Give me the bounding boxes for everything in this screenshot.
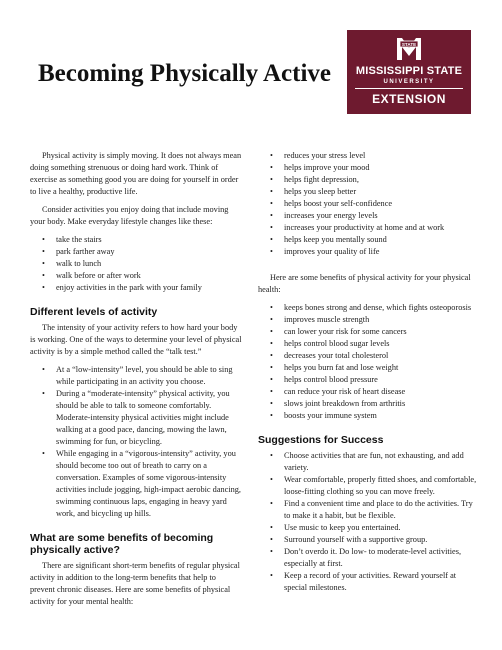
- logo-divider: [355, 88, 463, 89]
- section-heading-levels: Different levels of activity: [30, 306, 158, 318]
- list-item: • Surround yourself with a supportive group.: [284, 534, 478, 546]
- right-column: [258, 150, 478, 600]
- list-item: • Choose activities that are fun, not exhausting, and add variety.: [284, 450, 478, 474]
- mental-benefits-list: [258, 150, 478, 258]
- logo-line2: UNIVERSITY: [383, 79, 435, 85]
- left-column: [30, 150, 242, 614]
- msu-extension-logo: [347, 30, 471, 114]
- list-item: • helps improve your mood: [284, 162, 478, 174]
- list-item: • Use music to keep you entertained.: [284, 522, 478, 534]
- list-item: • increases your energy levels: [284, 210, 478, 222]
- intro-paragraph: Consider activities you enjoy doing that include moving your body. Make everyday lifestyle changes like these:: [30, 205, 229, 226]
- logo-line3: EXTENSION: [372, 92, 446, 106]
- list-item: • Find a convenient time and place to do the activities. Try to make it a habit, but be flexible.: [284, 498, 478, 522]
- logo-line1: MISSISSIPPI STATE: [355, 65, 463, 77]
- benefits-paragraph: There are significant short-term benefits of regular physical activity in addition to the long-term benefits that help to prevent chronic diseases. Here are some benefits of physical activity for your mental health:: [30, 561, 240, 606]
- list-item: • decreases your total cholesterol: [284, 350, 478, 362]
- list-item: • keeps bones strong and dense, which fights osteoporosis: [284, 302, 478, 314]
- suggestions-list: [258, 450, 478, 594]
- list-item: • helps boost your self-confidence: [284, 198, 478, 210]
- section-heading-suggestions: Suggestions for Success: [258, 434, 384, 446]
- page-title: Becoming Physically Active: [38, 60, 332, 87]
- section-heading-benefits: What are some benefits of becoming physically active?: [30, 532, 214, 556]
- list-item: • improves muscle strength: [284, 314, 478, 326]
- list-item: • boosts your immune system: [284, 410, 478, 422]
- intro-paragraph: Physical activity is simply moving. It does not always mean doing something strenuous or doing hard work. Think of exercise as something good you are doing for yourself in order to live a healthy, productive life.: [30, 151, 242, 196]
- list-item: • At a “low-intensity” level, you should be able to sing while participating in an activity you choose.: [56, 364, 242, 388]
- list-item: • helps control blood sugar levels: [284, 338, 478, 350]
- logo-mark-text: STATE: [401, 41, 417, 47]
- list-item: • can lower your risk for some cancers: [284, 326, 478, 338]
- levels-paragraph: The intensity of your activity refers to how hard your body is working. One of the ways to determine your level of physical activity is by a simple method called the “talk test.”: [30, 323, 242, 356]
- list-item: • can reduce your risk of heart disease: [284, 386, 478, 398]
- list-item: • walk before or after work: [56, 270, 242, 282]
- list-item: • walk to lunch: [56, 258, 242, 270]
- list-item: • helps you sleep better: [284, 186, 478, 198]
- list-item: • helps fight depression,: [284, 174, 478, 186]
- list-item: • While engaging in a “vigorous-intensity” activity, you should become too out of breath to carry on a conversation. Examples of some vigorous-intensity activities include jogging, high-impact aerobic dancing, swimming continuous laps, engaging in heavy yard work, and bicycling up hills.: [56, 448, 242, 520]
- list-item: • helps keep you mentally sound: [284, 234, 478, 246]
- list-item: • reduces your stress level: [284, 150, 478, 162]
- list-item: • improves your quality of life: [284, 246, 478, 258]
- list-item: • helps you burn fat and lose weight: [284, 362, 478, 374]
- list-item: • helps control blood pressure: [284, 374, 478, 386]
- list-item: • increases your productivity at home and at work: [284, 222, 478, 234]
- list-item: • park farther away: [56, 246, 242, 258]
- list-item: • Don’t overdo it. Do low- to moderate-level activities, especially at first.: [284, 546, 478, 570]
- list-item: • slows joint breakdown from arthritis: [284, 398, 478, 410]
- list-item: • enjoy activities in the park with your family: [56, 282, 242, 294]
- lifestyle-list: [30, 234, 242, 294]
- levels-list: [30, 364, 242, 520]
- list-item: • Keep a record of your activities. Reward yourself at special milestones.: [284, 570, 478, 594]
- physical-intro-paragraph: Here are some benefits of physical activity for your physical health:: [258, 273, 471, 294]
- list-item: • take the stairs: [56, 234, 242, 246]
- msu-m-logo-icon: [396, 34, 422, 62]
- physical-benefits-list: [258, 302, 478, 422]
- list-item: • Wear comfortable, properly fitted shoes, and comfortable, loose-fitting clothing so you can move freely.: [284, 474, 478, 498]
- list-item: • During a “moderate-intensity” physical activity, you should be able to talk to someone comfortably. Moderate-intensity physical activities might include walking at a good pace, dancing, mowing the lawn, swimming for fun, or bicycling.: [56, 388, 242, 448]
